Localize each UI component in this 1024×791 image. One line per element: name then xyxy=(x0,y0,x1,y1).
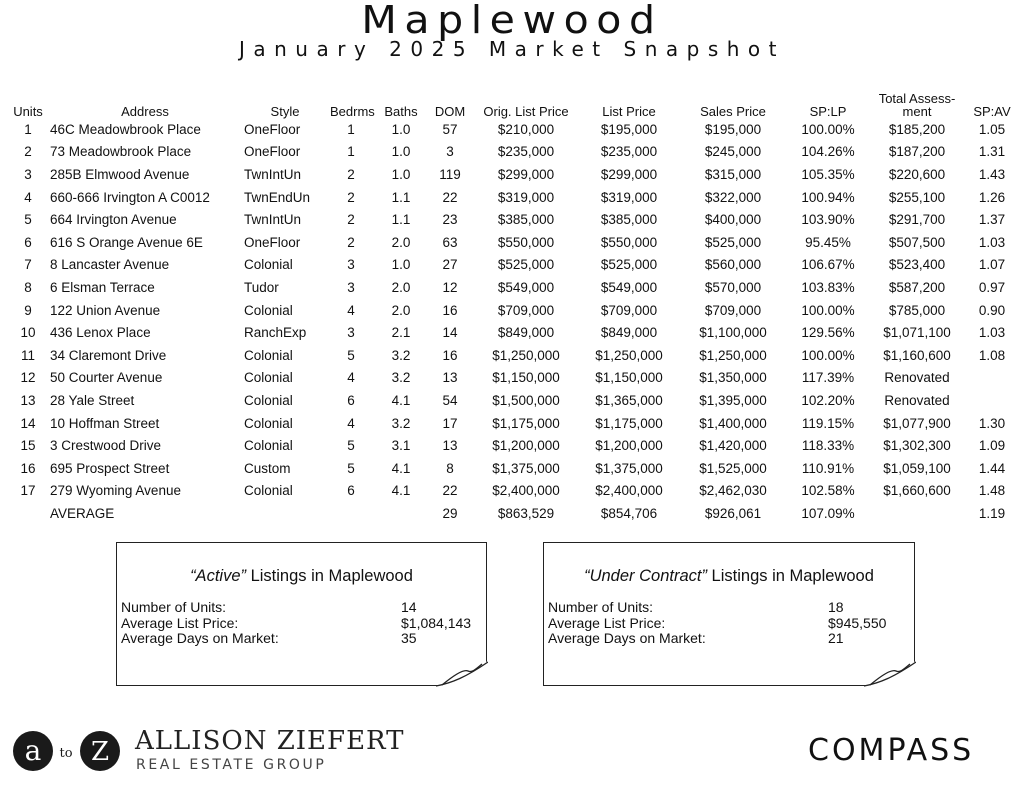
contract-price-value: $945,550 xyxy=(828,614,887,631)
cell-bedrooms: 4 xyxy=(347,415,355,431)
cell-list-price: $549,000 xyxy=(600,279,658,295)
cell-baths: 2.1 xyxy=(391,325,411,341)
brand-name: ALLISON ZIEFERT xyxy=(135,726,405,756)
column-header-style: Style xyxy=(270,104,300,119)
cell-bedrooms: 5 xyxy=(347,438,355,454)
column-header-dom: DOM xyxy=(434,104,466,119)
cell-sp-av: 1.05 xyxy=(978,121,1006,137)
cell-bedrooms: 3 xyxy=(347,279,355,295)
cell-style: Colonial xyxy=(244,483,293,499)
cell-orig-list-price: $235,000 xyxy=(497,144,555,160)
cell-style: TwnIntUn xyxy=(244,166,302,182)
cell-sp-lp: 102.20% xyxy=(801,392,855,408)
cell-total-assessment: $507,500 xyxy=(888,234,946,250)
cell-sales-price: $195,000 xyxy=(704,121,762,137)
cell-address: 34 Claremont Drive xyxy=(50,347,167,363)
average-total-assessment xyxy=(868,502,966,525)
active-dom-label: Average Days on Market: xyxy=(121,630,279,646)
column-header-list-price: List Price xyxy=(602,104,656,119)
table-row xyxy=(8,344,1018,367)
cell-sales-price: $1,400,000 xyxy=(699,415,767,431)
cell-baths: 4.1 xyxy=(391,460,411,476)
cell-sp-av: 0.90 xyxy=(978,302,1006,318)
cell-bedrooms: 6 xyxy=(347,392,355,408)
logo-letter-to: to xyxy=(59,746,73,761)
cell-list-price: $525,000 xyxy=(600,257,658,273)
cell-total-assessment: $187,200 xyxy=(888,144,946,160)
cell-dom: 13 xyxy=(442,438,458,454)
cell-sp-av: 1.31 xyxy=(978,144,1006,160)
cell-dom: 8 xyxy=(446,460,454,476)
cell-address: 660-666 Irvington A C0012 xyxy=(50,189,210,205)
page-subtitle: January 2025 Market Snapshot xyxy=(238,37,786,61)
cell-style: Colonial xyxy=(244,370,293,386)
cell-dom: 119 xyxy=(439,166,461,182)
sales-table xyxy=(8,88,1018,525)
active-units-label: Number of Units: xyxy=(121,599,227,615)
table-row xyxy=(8,163,1018,186)
page-curl-icon xyxy=(436,661,488,687)
cell-bedrooms: 2 xyxy=(347,189,355,205)
cell-sp-av xyxy=(966,367,1018,390)
cell-units: 5 xyxy=(24,212,32,228)
cell-sp-lp: 95.45% xyxy=(805,234,851,250)
cell-address: 6 Elsman Terrace xyxy=(50,279,155,295)
contract-price-label: Average List Price: xyxy=(548,614,666,631)
cell-style: Colonial xyxy=(244,302,293,318)
cell-style: Colonial xyxy=(244,415,293,431)
cell-sp-av: 1.44 xyxy=(978,460,1006,476)
cell-baths: 3.2 xyxy=(391,370,411,386)
contract-dom-value: 21 xyxy=(828,630,844,646)
cell-bedrooms: 2 xyxy=(347,234,355,250)
cell-units: 11 xyxy=(20,347,35,363)
cell-sp-av: 1.37 xyxy=(978,212,1006,228)
cell-units: 16 xyxy=(20,460,36,476)
cell-list-price: $195,000 xyxy=(600,121,658,137)
cell-sp-lp: 117.39% xyxy=(801,370,855,386)
active-box-title xyxy=(117,567,486,586)
cell-baths: 1.0 xyxy=(391,166,411,182)
cell-bedrooms: 4 xyxy=(347,370,355,386)
cell-dom: 22 xyxy=(442,189,458,205)
cell-address: 8 Lancaster Avenue xyxy=(50,257,170,273)
cell-orig-list-price: $2,400,000 xyxy=(492,483,560,499)
cell-sales-price: $315,000 xyxy=(704,166,762,182)
cell-sp-av: 1.07 xyxy=(978,257,1006,273)
cell-sp-lp: 118.33% xyxy=(801,438,855,454)
cell-bedrooms: 3 xyxy=(347,325,355,341)
a-to-z-logo xyxy=(12,729,124,773)
cell-sp-av: 1.43 xyxy=(978,166,1006,182)
cell-total-assessment: $255,100 xyxy=(888,189,946,205)
cell-sales-price: $1,420,000 xyxy=(699,438,767,454)
cell-baths: 1.0 xyxy=(391,257,411,273)
cell-sales-price: $2,462,030 xyxy=(699,483,767,499)
cell-total-assessment: Renovated xyxy=(884,370,950,386)
average-bedrooms xyxy=(328,502,374,525)
cell-total-assessment: $220,600 xyxy=(888,166,946,182)
cell-sp-av: 1.30 xyxy=(978,415,1006,431)
logo-letter-z: Z xyxy=(90,737,110,767)
cell-total-assessment: $1,160,600 xyxy=(883,347,951,363)
column-header-bedrooms: Bedrms xyxy=(330,104,375,119)
cell-dom: 54 xyxy=(442,392,458,408)
cell-units: 9 xyxy=(24,302,32,318)
cell-orig-list-price: $210,000 xyxy=(497,121,555,137)
cell-list-price: $1,375,000 xyxy=(595,460,663,476)
cell-list-price: $1,250,000 xyxy=(595,347,663,363)
cell-sales-price: $1,525,000 xyxy=(699,460,767,476)
cell-units: 4 xyxy=(24,189,32,205)
table-row xyxy=(8,367,1018,390)
table-row xyxy=(8,141,1018,164)
cell-style: OneFloor xyxy=(244,144,301,160)
cell-units: 12 xyxy=(20,370,36,386)
cell-units: 13 xyxy=(20,392,36,408)
table-row xyxy=(8,480,1018,503)
cell-dom: 17 xyxy=(442,415,458,431)
average-list-price: $854,706 xyxy=(600,505,658,521)
average-row xyxy=(8,502,1018,525)
cell-dom: 3 xyxy=(446,144,454,160)
contract-units-label: Number of Units: xyxy=(548,599,654,615)
cell-style: TwnIntUn xyxy=(244,212,302,228)
active-price-value: $1,084,143 xyxy=(401,614,472,631)
cell-address: 50 Courter Avenue xyxy=(50,370,163,386)
active-stats xyxy=(121,600,471,647)
cell-baths: 3.2 xyxy=(391,347,411,363)
cell-sp-av: 0.97 xyxy=(978,279,1006,295)
cell-orig-list-price: $319,000 xyxy=(497,189,555,205)
cell-orig-list-price: $1,200,000 xyxy=(492,438,560,454)
cell-baths: 4.1 xyxy=(391,392,411,408)
cell-sp-av: 1.09 xyxy=(978,438,1006,454)
cell-list-price: $299,000 xyxy=(600,166,658,182)
cell-address: 28 Yale Street xyxy=(50,392,135,408)
cell-total-assessment: $185,200 xyxy=(888,121,946,137)
cell-sp-lp: 102.58% xyxy=(801,483,855,499)
cell-units: 3 xyxy=(24,166,32,182)
cell-sp-av: 1.03 xyxy=(978,325,1006,341)
table-row xyxy=(8,389,1018,412)
cell-bedrooms: 1 xyxy=(347,121,355,137)
cell-baths: 2.0 xyxy=(391,279,411,295)
column-header-total-assessment: Total Assess-ment xyxy=(878,91,956,119)
cell-sp-av: 1.26 xyxy=(978,189,1006,205)
cell-orig-list-price: $385,000 xyxy=(497,212,555,228)
cell-address: 436 Lenox Place xyxy=(50,325,151,341)
cell-bedrooms: 4 xyxy=(347,302,355,318)
cell-list-price: $709,000 xyxy=(600,302,658,318)
cell-dom: 16 xyxy=(442,347,458,363)
cell-baths: 1.0 xyxy=(391,121,411,137)
average-dom: 29 xyxy=(442,505,458,521)
active-listings-box xyxy=(116,542,487,686)
cell-sales-price: $1,350,000 xyxy=(699,370,767,386)
cell-bedrooms: 5 xyxy=(347,347,355,363)
cell-bedrooms: 1 xyxy=(347,144,355,160)
cell-dom: 14 xyxy=(442,325,458,341)
compass-logo: COMPASS xyxy=(808,733,975,768)
cell-list-price: $385,000 xyxy=(600,212,658,228)
cell-sales-price: $322,000 xyxy=(704,189,762,205)
cell-baths: 3.1 xyxy=(391,438,411,454)
cell-total-assessment: $1,660,600 xyxy=(883,483,951,499)
cell-sp-av: 1.08 xyxy=(978,347,1006,363)
cell-sales-price: $709,000 xyxy=(704,302,762,318)
contract-title-rest: Listings in Maplewood xyxy=(706,567,874,585)
table-row xyxy=(8,186,1018,209)
column-header-address: Address xyxy=(121,104,169,119)
column-header-sales-price: Sales Price xyxy=(700,104,766,119)
contract-stats xyxy=(548,600,886,647)
table-row xyxy=(8,457,1018,480)
cell-orig-list-price: $709,000 xyxy=(497,302,555,318)
under-contract-box xyxy=(543,542,915,686)
cell-orig-list-price: $1,500,000 xyxy=(492,392,560,408)
table-row xyxy=(8,208,1018,231)
cell-sales-price: $245,000 xyxy=(704,144,762,160)
cell-sp-av: 1.03 xyxy=(978,234,1006,250)
cell-sales-price: $1,395,000 xyxy=(699,392,767,408)
cell-baths: 3.2 xyxy=(391,415,411,431)
cell-sales-price: $570,000 xyxy=(704,279,762,295)
cell-total-assessment: $1,071,100 xyxy=(883,325,951,341)
cell-dom: 13 xyxy=(442,370,458,386)
cell-list-price: $1,175,000 xyxy=(595,415,663,431)
cell-units: 14 xyxy=(20,415,36,431)
cell-address: 46C Meadowbrook Place xyxy=(50,121,201,137)
cell-bedrooms: 6 xyxy=(347,483,355,499)
page-title: Maplewood xyxy=(361,0,663,42)
cell-style: Tudor xyxy=(244,279,279,295)
table-row xyxy=(8,254,1018,277)
cell-style: Colonial xyxy=(244,257,293,273)
cell-style: Colonial xyxy=(244,438,293,454)
cell-list-price: $1,200,000 xyxy=(595,438,663,454)
column-header-orig-list-price: Orig. List Price xyxy=(483,104,569,119)
cell-style: Colonial xyxy=(244,392,293,408)
average-units xyxy=(8,502,48,525)
cell-list-price: $1,365,000 xyxy=(595,392,663,408)
cell-address: 3 Crestwood Drive xyxy=(50,438,162,454)
cell-dom: 16 xyxy=(442,302,458,318)
cell-dom: 22 xyxy=(442,483,458,499)
cell-baths: 2.0 xyxy=(391,234,411,250)
cell-dom: 27 xyxy=(442,257,458,273)
cell-sp-lp: 104.26% xyxy=(801,144,855,160)
cell-sp-lp: 110.91% xyxy=(801,460,855,476)
cell-style: TwnEndUn xyxy=(244,189,311,205)
cell-bedrooms: 3 xyxy=(347,257,355,273)
cell-list-price: $319,000 xyxy=(600,189,658,205)
cell-address: 664 Irvington Avenue xyxy=(50,212,177,228)
cell-orig-list-price: $525,000 xyxy=(497,257,555,273)
page-curl-icon xyxy=(864,661,916,687)
active-title-rest: Listings in Maplewood xyxy=(245,567,413,585)
cell-sales-price: $525,000 xyxy=(704,234,762,250)
cell-address: 616 S Orange Avenue 6E xyxy=(50,234,203,250)
cell-sp-lp: 103.83% xyxy=(801,279,855,295)
cell-orig-list-price: $1,175,000 xyxy=(492,415,560,431)
cell-units: 6 xyxy=(24,234,32,250)
cell-orig-list-price: $299,000 xyxy=(497,166,555,182)
cell-dom: 63 xyxy=(442,234,458,250)
table-row xyxy=(8,434,1018,457)
average-orig-list-price: $863,529 xyxy=(497,505,555,521)
cell-baths: 1.1 xyxy=(391,189,411,205)
cell-sales-price: $560,000 xyxy=(704,257,762,273)
cell-sp-lp: 106.67% xyxy=(801,257,855,273)
cell-address: 285B Elmwood Avenue xyxy=(50,166,190,182)
cell-sp-lp: 129.56% xyxy=(801,325,855,341)
active-units-value: 14 xyxy=(401,599,417,615)
cell-units: 2 xyxy=(24,144,32,160)
cell-bedrooms: 2 xyxy=(347,166,355,182)
table-row xyxy=(8,118,1018,141)
cell-address: 122 Union Avenue xyxy=(50,302,161,318)
cell-sp-lp: 100.94% xyxy=(801,189,855,205)
table-row xyxy=(8,231,1018,254)
cell-units: 15 xyxy=(20,438,36,454)
cell-sp-lp: 103.90% xyxy=(801,212,855,228)
active-price-label: Average List Price: xyxy=(121,614,239,631)
average-baths xyxy=(374,502,428,525)
cell-total-assessment: $785,000 xyxy=(888,302,946,318)
average-address: AVERAGE xyxy=(50,505,115,521)
cell-list-price: $2,400,000 xyxy=(595,483,663,499)
table-header-row xyxy=(8,88,1018,118)
cell-sp-av xyxy=(966,389,1018,412)
cell-address: 695 Prospect Street xyxy=(50,460,170,476)
average-sp-av: 1.19 xyxy=(978,505,1006,521)
cell-orig-list-price: $1,150,000 xyxy=(492,370,560,386)
cell-total-assessment: $1,302,300 xyxy=(883,438,951,454)
cell-address: 10 Hoffman Street xyxy=(50,415,160,431)
cell-orig-list-price: $550,000 xyxy=(497,234,555,250)
cell-sp-lp: 105.35% xyxy=(801,166,855,182)
cell-style: OneFloor xyxy=(244,234,301,250)
cell-total-assessment: $1,077,900 xyxy=(883,415,951,431)
cell-units: 1 xyxy=(24,121,32,137)
contract-title-italic: “Under Contract” xyxy=(584,567,707,585)
cell-style: RanchExp xyxy=(244,325,307,341)
cell-list-price: $849,000 xyxy=(600,325,658,341)
logo-letter-a: a xyxy=(24,734,42,767)
cell-units: 7 xyxy=(24,257,32,273)
brand-subtitle: REAL ESTATE GROUP xyxy=(136,757,327,773)
cell-sp-lp: 100.00% xyxy=(801,121,855,137)
cell-address: 73 Meadowbrook Place xyxy=(50,144,192,160)
cell-bedrooms: 2 xyxy=(347,212,355,228)
average-sp-lp: 107.09% xyxy=(801,505,855,521)
contract-dom-label: Average Days on Market: xyxy=(548,630,706,646)
cell-total-assessment: $1,059,100 xyxy=(883,460,951,476)
cell-sp-lp: 100.00% xyxy=(801,302,855,318)
cell-sales-price: $400,000 xyxy=(704,212,762,228)
table-row xyxy=(8,299,1018,322)
table-row xyxy=(8,321,1018,344)
cell-total-assessment: Renovated xyxy=(884,392,950,408)
column-header-units: Units xyxy=(13,104,43,119)
cell-orig-list-price: $1,250,000 xyxy=(492,347,560,363)
cell-sp-lp: 100.00% xyxy=(801,347,855,363)
cell-baths: 1.0 xyxy=(391,144,411,160)
average-style xyxy=(242,502,328,525)
active-dom-value: 35 xyxy=(401,630,417,646)
cell-sales-price: $1,100,000 xyxy=(699,325,767,341)
cell-dom: 57 xyxy=(442,121,458,137)
cell-total-assessment: $523,400 xyxy=(888,257,946,273)
cell-baths: 4.1 xyxy=(391,483,411,499)
average-sales-price: $926,061 xyxy=(704,505,762,521)
cell-dom: 23 xyxy=(442,212,458,228)
cell-list-price: $1,150,000 xyxy=(595,370,663,386)
cell-baths: 2.0 xyxy=(391,302,411,318)
cell-orig-list-price: $849,000 xyxy=(497,325,555,341)
cell-total-assessment: $291,700 xyxy=(888,212,946,228)
cell-sp-lp: 119.15% xyxy=(801,415,855,431)
contract-box-title xyxy=(544,567,914,586)
table-row xyxy=(8,276,1018,299)
cell-baths: 1.1 xyxy=(391,212,411,228)
cell-address: 279 Wyoming Avenue xyxy=(50,483,181,499)
cell-dom: 12 xyxy=(442,279,458,295)
cell-style: OneFloor xyxy=(244,121,301,137)
table-row xyxy=(8,412,1018,435)
cell-orig-list-price: $1,375,000 xyxy=(492,460,560,476)
cell-list-price: $235,000 xyxy=(600,144,658,160)
cell-sp-av: 1.48 xyxy=(978,483,1006,499)
cell-style: Custom xyxy=(244,460,291,476)
cell-bedrooms: 5 xyxy=(347,460,355,476)
cell-total-assessment: $587,200 xyxy=(888,279,946,295)
column-header-baths: Baths xyxy=(384,104,418,119)
cell-units: 17 xyxy=(20,483,36,499)
cell-units: 8 xyxy=(24,279,32,295)
column-header-sp-av: SP:AV xyxy=(973,104,1011,119)
active-title-italic: “Active” xyxy=(190,567,246,585)
cell-units: 10 xyxy=(20,325,36,341)
cell-sales-price: $1,250,000 xyxy=(699,347,767,363)
cell-style: Colonial xyxy=(244,347,293,363)
column-header-sp-lp: SP:LP xyxy=(809,104,847,119)
contract-units-value: 18 xyxy=(828,599,844,615)
cell-list-price: $550,000 xyxy=(600,234,658,250)
cell-orig-list-price: $549,000 xyxy=(497,279,555,295)
